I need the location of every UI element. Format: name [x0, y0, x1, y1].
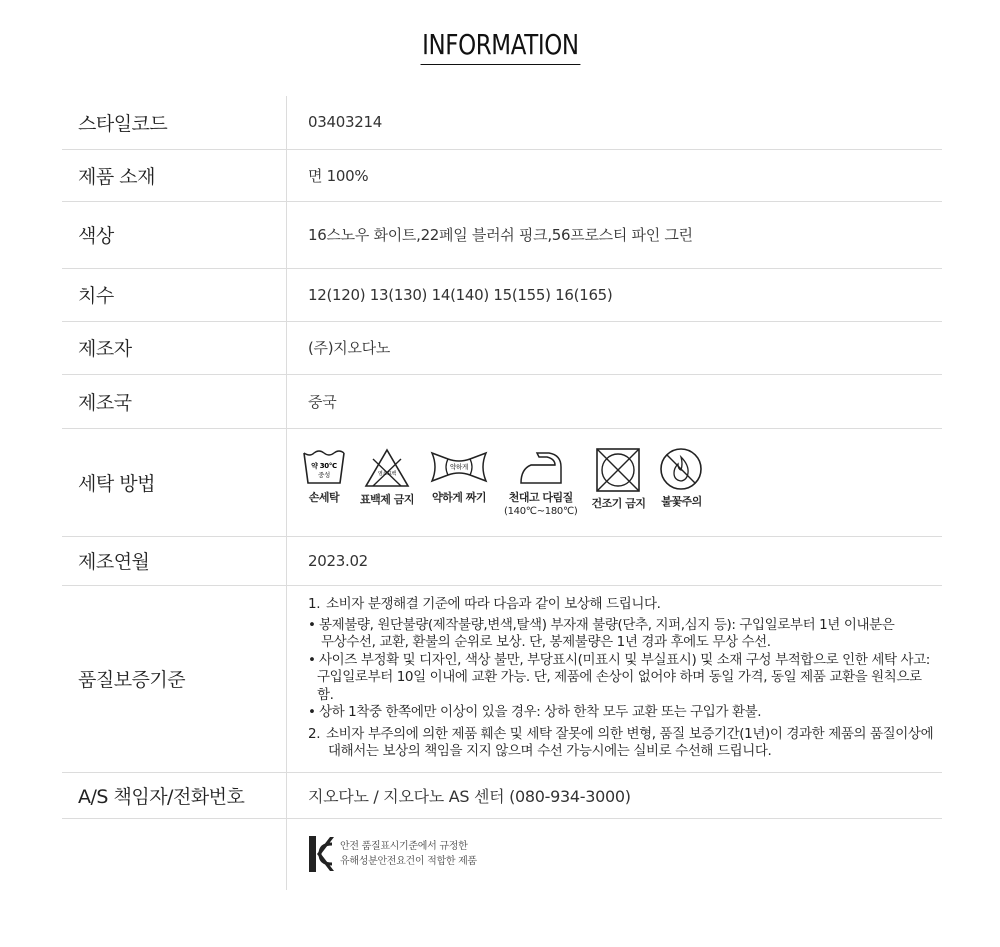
quality-bullet-1-line1: 봉제불량, 원단불량(제작불량,변색,탈색) 부자재 불량(단추, 지퍼,심지 등): 구입일로부터 1년 이내분은 [319, 616, 895, 633]
row-material [62, 149, 942, 201]
kc-mark-icon [308, 835, 334, 873]
label-size: 치수 [62, 268, 287, 321]
kc-text [340, 839, 477, 869]
gentle-wring-inner: 약하게 [450, 462, 468, 471]
row-color [62, 201, 942, 268]
no-tumble-dry-icon [595, 447, 641, 493]
value-quality [287, 585, 943, 772]
kc-line-1: 안전 품질표시기준에서 규정한 [340, 841, 468, 853]
value-material: 면 100% [287, 149, 943, 201]
icon-cell-no-dryer [592, 447, 646, 511]
value-country: 중국 [287, 374, 943, 428]
washing-icons [302, 447, 942, 518]
page-title-wrap [0, 28, 1000, 65]
value-date: 2023.02 [287, 536, 943, 585]
quality-bullet-2 [308, 652, 942, 705]
page-title: INFORMATION [420, 28, 580, 65]
gentle-wring-icon [428, 447, 490, 487]
quality-bullet-1-line2: 무상수선, 교환, 환불의 순위로 보상. 단, 봉제불량은 1년 경과 후에도 무상 수선. [321, 634, 771, 651]
kc-line-2: 유해성분안전요건이 적합한 제품 [340, 856, 477, 868]
row-country [62, 374, 942, 428]
quality-item-1 [308, 596, 942, 614]
hand-wash-label: 손세탁 [308, 490, 340, 504]
label-color: 색상 [62, 201, 287, 268]
quality-bullet-1 [308, 617, 942, 652]
kc-certification [308, 835, 942, 873]
iron-temp-range: (140℃~180℃) [503, 505, 578, 517]
label-style-code: 스타일코드 [62, 96, 287, 149]
quality-bullet-3 [308, 704, 942, 722]
hand-wash-neutral: 중성 [318, 470, 330, 479]
quality-item-2-num: 2. [308, 725, 321, 742]
bullet-dot: • [308, 616, 316, 633]
row-maker [62, 321, 942, 374]
row-kc [62, 818, 942, 890]
gentle-wring-label: 약하게 짜기 [431, 490, 486, 504]
value-style-code: 03403214 [287, 96, 943, 149]
no-bleach-inner: 염소표백 [377, 470, 397, 477]
label-as: A/S 책임자/전화번호 [62, 772, 287, 818]
value-maker: (주)지오다노 [287, 321, 943, 374]
no-dryer-label: 건조기 금지 [591, 496, 646, 510]
row-date [62, 536, 942, 585]
fire-caution-icon [659, 447, 703, 491]
value-washing [287, 428, 943, 536]
label-maker: 제조자 [62, 321, 287, 374]
label-country: 제조국 [62, 374, 287, 428]
quality-item-2-line1: 소비자 부주의에 의한 제품 훼손 및 세탁 잘못에 의한 변형, 품질 보증기간(1년)이 경과한 제품의 품질이상에 [326, 725, 934, 742]
icon-cell-hand-wash [302, 447, 346, 505]
no-bleach-label: 표백제 금지 [360, 492, 414, 506]
icon-cell-fire [659, 447, 703, 509]
row-as [62, 772, 942, 818]
quality-bullet-3-line1: 상하 1착중 한쪽에만 이상이 있을 경우: 상하 한착 모두 교환 또는 구입가 환불. [319, 704, 762, 721]
value-color: 16스노우 화이트,22페일 블러쉬 핑크,56프로스티 파인 그린 [287, 201, 943, 268]
icon-cell-iron [504, 447, 578, 518]
quality-item-2-line2: 대해서는 보상의 책임을 지지 않으며 수선 가능시에는 실비로 수선해 드립니다. [328, 743, 772, 760]
label-date: 제조연월 [62, 536, 287, 585]
label-quality: 품질보증기준 [62, 585, 287, 772]
bullet-dot: • [308, 651, 316, 668]
info-table [62, 96, 942, 890]
quality-item-1-text: 소비자 분쟁해결 기준에 따라 다음과 같이 보상해 드립니다. [326, 596, 661, 613]
label-material: 제품 소재 [62, 149, 287, 201]
icon-cell-no-bleach [360, 447, 414, 507]
quality-bullet-2-line1: 사이즈 부정확 및 디자인, 색상 불만, 부당표시(미표시 및 부실표시) 및 소재 구성 부적합으로 인한 세탁 사고: [319, 651, 930, 668]
icon-cell-gentle-wring [428, 447, 490, 505]
label-washing: 세탁 방법 [62, 428, 287, 536]
hand-wash-icon [302, 447, 346, 487]
row-washing [62, 428, 942, 536]
iron-icon [515, 447, 567, 487]
quality-text [308, 596, 942, 761]
row-size [62, 268, 942, 321]
value-size: 12(120) 13(130) 14(140) 15(155) 16(165) [287, 268, 943, 321]
bullet-dot: • [308, 704, 316, 721]
value-as: 지오다노 / 지오다노 AS 센터 (080-934-3000) [287, 772, 943, 818]
label-kc-empty [62, 818, 287, 890]
fire-label: 불꽃주의 [661, 494, 702, 508]
row-quality [62, 585, 942, 772]
value-kc [287, 818, 943, 890]
quality-item-2 [308, 726, 942, 761]
hand-wash-temp: 약 30°C [311, 461, 337, 470]
row-style-code [62, 96, 942, 149]
iron-label: 천대고 다림질 [508, 490, 573, 504]
quality-item-1-num: 1. [308, 596, 321, 613]
quality-bullet-2-line2: 구입일로부터 10일 이내에 교환 가능. 단, 제품에 손상이 없어야 하며 동일 가격, 동일 제품 교환을 원칙으로 함. [317, 669, 922, 703]
no-bleach-icon [363, 447, 411, 489]
